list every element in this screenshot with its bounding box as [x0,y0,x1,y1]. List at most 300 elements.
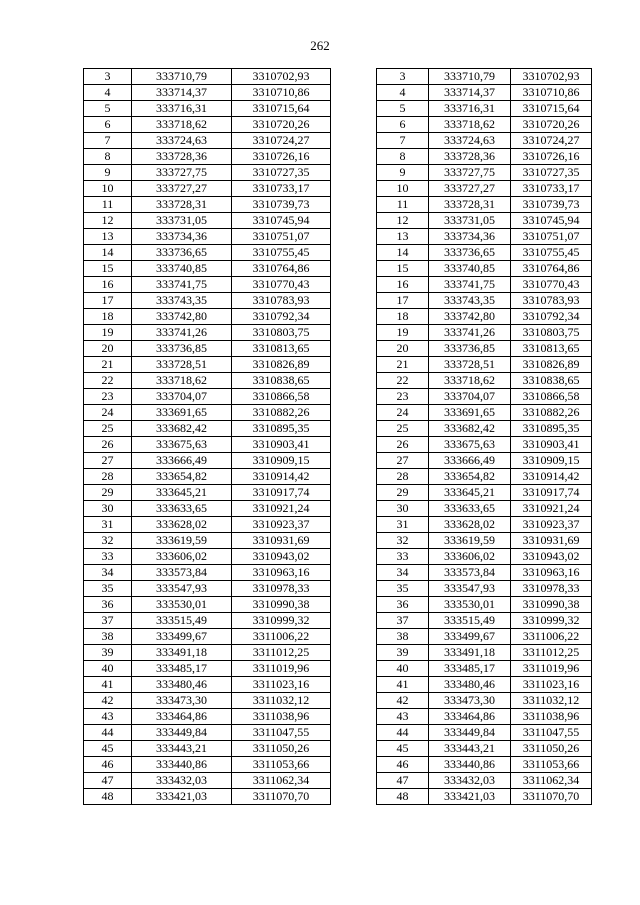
x-coordinate-cell: 333736,65 [429,245,511,261]
page-number: 262 [310,38,330,53]
y-coordinate-cell: 3311053,66 [232,757,331,773]
y-coordinate-cell: 3311012,25 [232,645,331,661]
y-coordinate-cell: 3311006,22 [232,629,331,645]
point-number-cell: 26 [377,437,429,453]
x-coordinate-cell: 333633,65 [429,501,511,517]
y-coordinate-cell: 3310751,07 [511,229,592,245]
point-number-cell: 6 [377,117,429,133]
point-number-cell: 40 [377,661,429,677]
table-row [377,757,592,773]
table-row [84,85,331,101]
point-number-cell: 5 [84,101,132,117]
table-row [377,357,592,373]
table-row [84,565,331,581]
x-coordinate-cell: 333485,17 [132,661,232,677]
point-number-cell: 17 [84,293,132,309]
table-row [377,309,592,325]
point-number-cell: 16 [84,277,132,293]
point-number-cell: 40 [84,661,132,677]
point-number-cell: 48 [377,789,429,805]
y-coordinate-cell: 3310792,34 [511,309,592,325]
table-row [84,277,331,293]
point-number-cell: 7 [84,133,132,149]
y-coordinate-cell: 3310702,93 [232,69,331,85]
y-coordinate-cell: 3311012,25 [511,645,592,661]
table-row [377,117,592,133]
x-coordinate-cell: 333432,03 [132,773,232,789]
table-row [84,741,331,757]
table-row [84,373,331,389]
x-coordinate-cell: 333547,93 [132,581,232,597]
table-row [84,357,331,373]
point-number-cell: 10 [377,181,429,197]
x-coordinate-cell: 333491,18 [132,645,232,661]
table-row [377,709,592,725]
table-row [84,789,331,805]
point-number-cell: 23 [84,389,132,405]
x-coordinate-cell: 333728,36 [429,149,511,165]
point-number-cell: 3 [84,69,132,85]
table-row [377,421,592,437]
x-coordinate-cell: 333485,17 [429,661,511,677]
x-coordinate-cell: 333573,84 [429,565,511,581]
table-row [377,517,592,533]
x-coordinate-cell: 333515,49 [132,613,232,629]
y-coordinate-cell: 3310783,93 [232,293,331,309]
x-coordinate-cell: 333741,26 [429,325,511,341]
point-number-cell: 10 [84,181,132,197]
x-coordinate-cell: 333464,86 [132,709,232,725]
x-coordinate-cell: 333443,21 [132,741,232,757]
table-row [377,773,592,789]
y-coordinate-cell: 3310963,16 [511,565,592,581]
point-number-cell: 34 [84,565,132,581]
point-number-cell: 33 [377,549,429,565]
y-coordinate-cell: 3310943,02 [511,549,592,565]
x-coordinate-cell: 333691,65 [429,405,511,421]
y-coordinate-cell: 3310733,17 [511,181,592,197]
point-number-cell: 21 [377,357,429,373]
point-number-cell: 37 [84,613,132,629]
y-coordinate-cell: 3310978,33 [511,581,592,597]
x-coordinate-cell: 333691,65 [132,405,232,421]
table-row [377,453,592,469]
point-number-cell: 28 [377,469,429,485]
point-number-cell: 39 [377,645,429,661]
y-coordinate-cell: 3310720,26 [232,117,331,133]
point-number-cell: 19 [84,325,132,341]
point-number-cell: 6 [84,117,132,133]
point-number-cell: 18 [377,309,429,325]
x-coordinate-cell: 333449,84 [429,725,511,741]
x-coordinate-cell: 333727,27 [132,181,232,197]
x-coordinate-cell: 333710,79 [132,69,232,85]
y-coordinate-cell: 3310921,24 [511,501,592,517]
x-coordinate-cell: 333741,75 [132,277,232,293]
x-coordinate-cell: 333464,86 [429,709,511,725]
y-coordinate-cell: 3310739,73 [232,197,331,213]
y-coordinate-cell: 3311047,55 [232,725,331,741]
point-number-cell: 31 [377,517,429,533]
point-number-cell: 14 [84,245,132,261]
table-row [84,117,331,133]
point-number-cell: 33 [84,549,132,565]
x-coordinate-cell: 333743,35 [429,293,511,309]
y-coordinate-cell: 3310710,86 [511,85,592,101]
x-coordinate-cell: 333704,07 [429,389,511,405]
table-row [84,437,331,453]
y-coordinate-cell: 3310943,02 [232,549,331,565]
y-coordinate-cell: 3311062,34 [511,773,592,789]
y-coordinate-cell: 3310755,45 [511,245,592,261]
table-row [377,277,592,293]
table-row [377,101,592,117]
table-row [84,229,331,245]
x-coordinate-cell: 333440,86 [429,757,511,773]
x-coordinate-cell: 333682,42 [132,421,232,437]
y-coordinate-cell: 3311050,26 [511,741,592,757]
y-coordinate-cell: 3310724,27 [511,133,592,149]
table-row [84,69,331,85]
y-coordinate-cell: 3310866,58 [511,389,592,405]
y-coordinate-cell: 3310909,15 [511,453,592,469]
table-row [84,181,331,197]
y-coordinate-cell: 3310792,34 [232,309,331,325]
point-number-cell: 36 [377,597,429,613]
y-coordinate-cell: 3310770,43 [511,277,592,293]
y-coordinate-cell: 3311050,26 [232,741,331,757]
point-number-cell: 46 [377,757,429,773]
y-coordinate-cell: 3311032,12 [232,693,331,709]
point-number-cell: 15 [84,261,132,277]
y-coordinate-cell: 3310931,69 [232,533,331,549]
point-number-cell: 29 [84,485,132,501]
point-number-cell: 8 [84,149,132,165]
table-row [377,85,592,101]
table-row [377,69,592,85]
table-row [84,629,331,645]
y-coordinate-cell: 3310826,89 [511,357,592,373]
x-coordinate-cell: 333480,46 [132,677,232,693]
y-coordinate-cell: 3310770,43 [232,277,331,293]
x-coordinate-cell: 333499,67 [429,629,511,645]
point-number-cell: 13 [377,229,429,245]
table-row [377,229,592,245]
x-coordinate-cell: 333675,63 [132,437,232,453]
table-row [377,581,592,597]
point-number-cell: 44 [84,725,132,741]
point-number-cell: 32 [377,533,429,549]
coordinates-table-left [83,68,331,805]
x-coordinate-cell: 333619,59 [429,533,511,549]
x-coordinate-cell: 333731,05 [132,213,232,229]
point-number-cell: 11 [84,197,132,213]
table-row [377,725,592,741]
table-row [84,309,331,325]
x-coordinate-cell: 333728,31 [429,197,511,213]
x-coordinate-cell: 333724,63 [429,133,511,149]
y-coordinate-cell: 3311032,12 [511,693,592,709]
table-row [84,405,331,421]
table-row [84,261,331,277]
y-coordinate-cell: 3311019,96 [511,661,592,677]
y-coordinate-cell: 3311062,34 [232,773,331,789]
x-coordinate-cell: 333491,18 [429,645,511,661]
table-row [377,325,592,341]
point-number-cell: 20 [377,341,429,357]
table-row [377,261,592,277]
y-coordinate-cell: 3310726,16 [511,149,592,165]
x-coordinate-cell: 333714,37 [132,85,232,101]
x-coordinate-cell: 333736,85 [132,341,232,357]
y-coordinate-cell: 3310921,24 [232,501,331,517]
table-row [377,197,592,213]
x-coordinate-cell: 333716,31 [429,101,511,117]
point-number-cell: 35 [84,581,132,597]
x-coordinate-cell: 333710,79 [429,69,511,85]
x-coordinate-cell: 333573,84 [132,565,232,581]
table-row [377,597,592,613]
y-coordinate-cell: 3311070,70 [232,789,331,805]
x-coordinate-cell: 333421,03 [429,789,511,805]
table-row [84,165,331,181]
y-coordinate-cell: 3310702,93 [511,69,592,85]
point-number-cell: 24 [84,405,132,421]
x-coordinate-cell: 333654,82 [132,469,232,485]
x-coordinate-cell: 333682,42 [429,421,511,437]
point-number-cell: 12 [377,213,429,229]
x-coordinate-cell: 333740,85 [132,261,232,277]
point-number-cell: 31 [84,517,132,533]
y-coordinate-cell: 3310783,93 [511,293,592,309]
table-row [84,389,331,405]
y-coordinate-cell: 3310733,17 [232,181,331,197]
y-coordinate-cell: 3310903,41 [232,437,331,453]
y-coordinate-cell: 3311023,16 [232,677,331,693]
point-number-cell: 28 [84,469,132,485]
point-number-cell: 21 [84,357,132,373]
table-row [377,693,592,709]
x-coordinate-cell: 333606,02 [132,549,232,565]
point-number-cell: 47 [84,773,132,789]
table-row [377,133,592,149]
x-coordinate-cell: 333724,63 [132,133,232,149]
point-number-cell: 12 [84,213,132,229]
table-row [377,485,592,501]
table-row [84,149,331,165]
y-coordinate-cell: 3310914,42 [511,469,592,485]
x-coordinate-cell: 333628,02 [429,517,511,533]
point-number-cell: 4 [377,85,429,101]
y-coordinate-cell: 3310764,86 [232,261,331,277]
x-coordinate-cell: 333704,07 [132,389,232,405]
y-coordinate-cell: 3310726,16 [232,149,331,165]
point-number-cell: 19 [377,325,429,341]
x-coordinate-cell: 333633,65 [132,501,232,517]
y-coordinate-cell: 3310931,69 [511,533,592,549]
y-coordinate-cell: 3310745,94 [511,213,592,229]
x-coordinate-cell: 333716,31 [132,101,232,117]
y-coordinate-cell: 3310882,26 [511,405,592,421]
table-row [377,645,592,661]
x-coordinate-cell: 333742,80 [429,309,511,325]
y-coordinate-cell: 3310978,33 [232,581,331,597]
table-row [377,149,592,165]
point-number-cell: 17 [377,293,429,309]
y-coordinate-cell: 3310838,65 [232,373,331,389]
y-coordinate-cell: 3310963,16 [232,565,331,581]
y-coordinate-cell: 3310909,15 [232,453,331,469]
table-row [84,245,331,261]
point-number-cell: 20 [84,341,132,357]
table-row [377,405,592,421]
table-row [377,629,592,645]
y-coordinate-cell: 3310882,26 [232,405,331,421]
point-number-cell: 5 [377,101,429,117]
table-row [84,341,331,357]
x-coordinate-cell: 333666,49 [132,453,232,469]
table-row [84,725,331,741]
y-coordinate-cell: 3310755,45 [232,245,331,261]
x-coordinate-cell: 333449,84 [132,725,232,741]
point-number-cell: 9 [84,165,132,181]
table-row [377,437,592,453]
point-number-cell: 29 [377,485,429,501]
y-coordinate-cell: 3311038,96 [511,709,592,725]
point-number-cell: 16 [377,277,429,293]
table-row [377,677,592,693]
point-number-cell: 24 [377,405,429,421]
table-row [377,741,592,757]
table-row [84,469,331,485]
y-coordinate-cell: 3310727,35 [232,165,331,181]
point-number-cell: 13 [84,229,132,245]
y-coordinate-cell: 3310803,75 [232,325,331,341]
table-row [84,501,331,517]
y-coordinate-cell: 3311006,22 [511,629,592,645]
table-row [84,549,331,565]
x-coordinate-cell: 333499,67 [132,629,232,645]
y-coordinate-cell: 3310751,07 [232,229,331,245]
table-row [377,389,592,405]
x-coordinate-cell: 333741,26 [132,325,232,341]
table-row [84,133,331,149]
x-coordinate-cell: 333727,27 [429,181,511,197]
point-number-cell: 42 [377,693,429,709]
x-coordinate-cell: 333736,65 [132,245,232,261]
table-row [84,661,331,677]
x-coordinate-cell: 333628,02 [132,517,232,533]
x-coordinate-cell: 333606,02 [429,549,511,565]
table-row [377,533,592,549]
point-number-cell: 7 [377,133,429,149]
x-coordinate-cell: 333742,80 [132,309,232,325]
x-coordinate-cell: 333734,36 [429,229,511,245]
table-row [377,181,592,197]
x-coordinate-cell: 333718,62 [429,117,511,133]
y-coordinate-cell: 3310866,58 [232,389,331,405]
table-row [84,645,331,661]
y-coordinate-cell: 3310715,64 [511,101,592,117]
point-number-cell: 22 [84,373,132,389]
table-row [377,789,592,805]
point-number-cell: 30 [84,501,132,517]
x-coordinate-cell: 333736,85 [429,341,511,357]
x-coordinate-cell: 333421,03 [132,789,232,805]
point-number-cell: 18 [84,309,132,325]
x-coordinate-cell: 333714,37 [429,85,511,101]
point-number-cell: 37 [377,613,429,629]
x-coordinate-cell: 333645,21 [132,485,232,501]
y-coordinate-cell: 3310917,74 [232,485,331,501]
x-coordinate-cell: 333547,93 [429,581,511,597]
x-coordinate-cell: 333432,03 [429,773,511,789]
y-coordinate-cell: 3310715,64 [232,101,331,117]
point-number-cell: 22 [377,373,429,389]
table-row [84,197,331,213]
x-coordinate-cell: 333734,36 [132,229,232,245]
point-number-cell: 35 [377,581,429,597]
x-coordinate-cell: 333727,75 [429,165,511,181]
y-coordinate-cell: 3311038,96 [232,709,331,725]
y-coordinate-cell: 3310710,86 [232,85,331,101]
y-coordinate-cell: 3311070,70 [511,789,592,805]
y-coordinate-cell: 3310727,35 [511,165,592,181]
table-row [377,373,592,389]
point-number-cell: 43 [84,709,132,725]
point-number-cell: 30 [377,501,429,517]
point-number-cell: 47 [377,773,429,789]
table-row [84,293,331,309]
table-row [84,709,331,725]
point-number-cell: 42 [84,693,132,709]
table-row [84,533,331,549]
x-coordinate-cell: 333473,30 [429,693,511,709]
y-coordinate-cell: 3310917,74 [511,485,592,501]
x-coordinate-cell: 333731,05 [429,213,511,229]
point-number-cell: 41 [84,677,132,693]
point-number-cell: 39 [84,645,132,661]
table-row [377,165,592,181]
y-coordinate-cell: 3310990,38 [511,597,592,613]
point-number-cell: 9 [377,165,429,181]
table-row [84,213,331,229]
x-coordinate-cell: 333473,30 [132,693,232,709]
y-coordinate-cell: 3311053,66 [511,757,592,773]
point-number-cell: 41 [377,677,429,693]
point-number-cell: 45 [84,741,132,757]
point-number-cell: 44 [377,725,429,741]
y-coordinate-cell: 3311047,55 [511,725,592,741]
table-row [377,613,592,629]
x-coordinate-cell: 333728,51 [429,357,511,373]
table-row [377,661,592,677]
y-coordinate-cell: 3310813,65 [232,341,331,357]
x-coordinate-cell: 333645,21 [429,485,511,501]
y-coordinate-cell: 3310903,41 [511,437,592,453]
x-coordinate-cell: 333718,62 [132,117,232,133]
x-coordinate-cell: 333530,01 [429,597,511,613]
point-number-cell: 43 [377,709,429,725]
point-number-cell: 14 [377,245,429,261]
point-number-cell: 38 [84,629,132,645]
x-coordinate-cell: 333741,75 [429,277,511,293]
x-coordinate-cell: 333443,21 [429,741,511,757]
x-coordinate-cell: 333743,35 [132,293,232,309]
y-coordinate-cell: 3310914,42 [232,469,331,485]
table-row [84,613,331,629]
point-number-cell: 38 [377,629,429,645]
